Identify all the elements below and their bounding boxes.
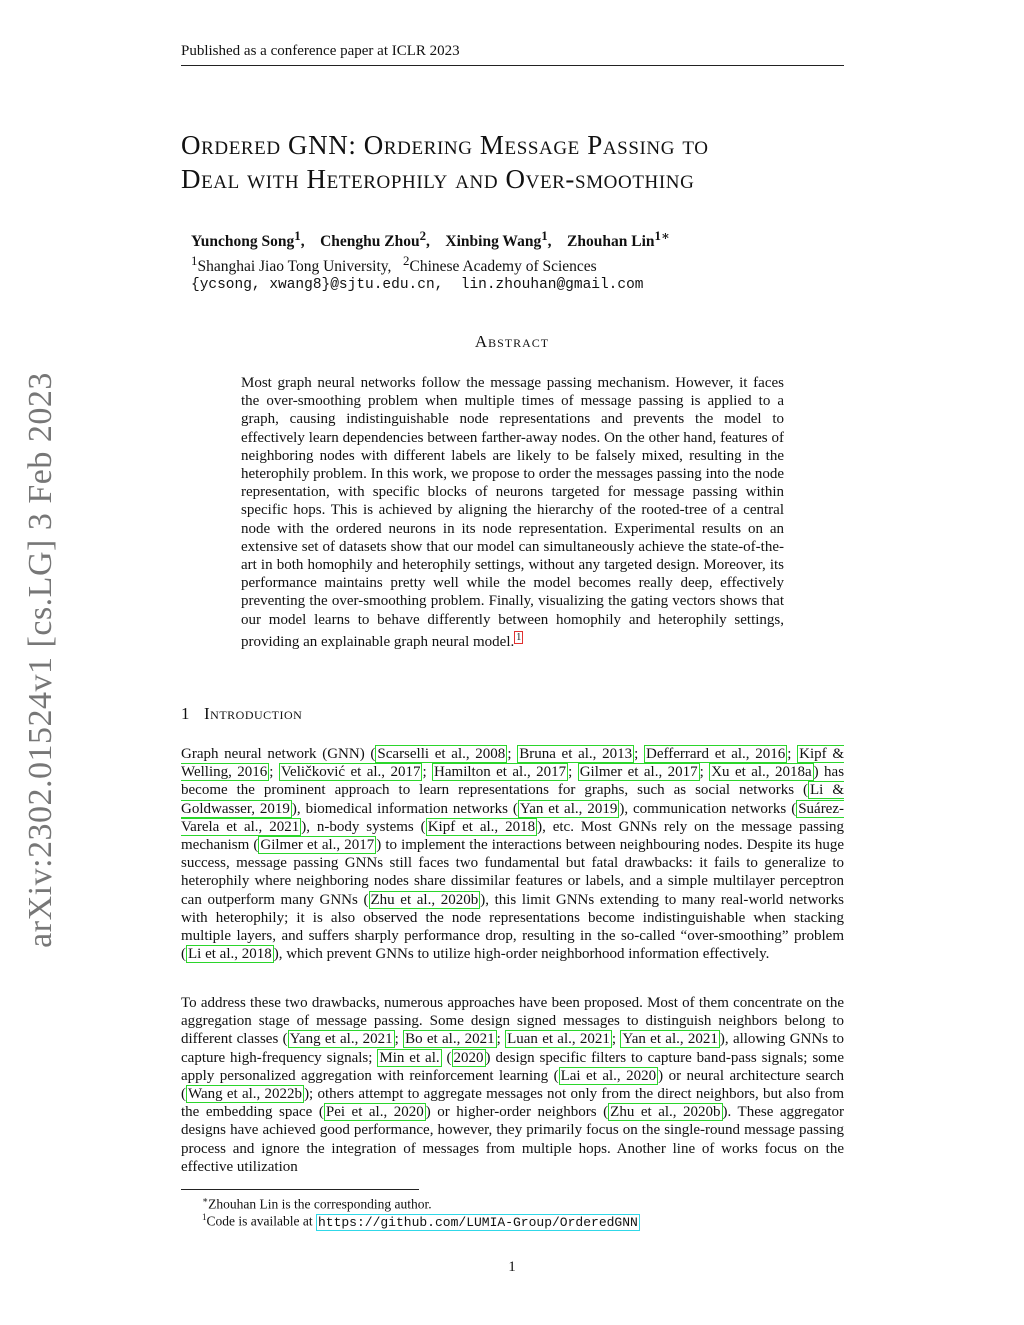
citation-link[interactable]: Hamilton et al., 2017 [434,764,567,781]
citation-link[interactable]: Min et al. [379,1049,440,1066]
citation-link[interactable]: 2020 [453,1049,484,1066]
citation-link[interactable]: Li et al., 2018 [188,946,272,963]
page-number: 1 [508,1259,516,1275]
email: {ycsong, xwang8}@sjtu.edu.cn, [191,277,444,294]
citation-link[interactable]: Li & Goldwasser, 2019 [181,782,844,817]
author-name: Xinbing Wang [445,233,542,251]
section-heading: 1 Introduction [181,704,303,723]
affiliation: Shanghai Jiao Tong University, [197,258,392,276]
author-emails [191,276,831,295]
citation-link[interactable]: Yan et al., 2021 [622,1031,718,1048]
citation-link[interactable]: Scarselli et al., 2008 [377,746,506,762]
citation-link[interactable]: Veličković et al., 2017 [280,764,421,781]
author-names: Yunchong Song$^1$, Chenghu Zhou$^2$, Xinbing Wang$^1$, Zhouhan Lin$^{1∗}$ [191,228,670,251]
citation-link[interactable]: Pei et al., 2020 [325,1104,424,1121]
arxiv-sidebar-stamp [16,365,66,955]
citation-link[interactable]: Zhu et al., 2020b [370,891,479,908]
citation-link[interactable]: Suárez-Varela et al., 2021 [181,800,844,835]
affiliation: Chinese Academy of Sciences [409,258,597,276]
citation-link[interactable]: Bruna et al., 2013 [519,746,633,762]
citation-link[interactable]: Yang et al., 2021 [289,1031,393,1048]
abstract-text: Most graph neural networks follow the message passing mechanism. However, it faces the over-smoothing problem when multiple times of message passing is applied to a graph, causing indistinguishable node representations and prevents the model to effectively learn dependencies between farther-away nodes. On the other hand, features of neighboring nodes with different labels are likely to be falsely mixed, resulting in the heterophily problem. In this work, we propose to order the messages passing into the node representation, with specific blocks of neurons targeted for message passing within specific hops. This is achieved by aligning the hierarchy of the rooted-tree of a central node with the ordered neurons in its node representation. Experimental results on an extensive set of datasets show that our model can simultaneously achieve the state-of-the-art in both homophily and heterophily settings, without any targeted design. Moreover, its performance maintains pretty well while the model becomes really deep, effectively preventing the over-smoothing problem. Finally, visualizing the gating vectors shows that our model learns to behave differently between homophily and heterophily settings, providing an explainable graph neural model. $^1$ [241,375,784,650]
citation-link[interactable]: Gilmer et al., 2017 [260,837,375,854]
title-line-1: Ordered GNN: Ordering Message Passing to [181,130,709,160]
paper-title [181,128,861,196]
title-line-2: Deal with Heterophily and Over-smoothing [181,164,695,194]
intro-paragraph-1: Graph neural network (GNN) ( Scarselli et al., 2008 ; Bruna et al., 2013 ; Defferrard et al., 2016 ; Kipf & Welling, 2016 ; Veličković et al., 2017 ; Hamilton et al., 2017 ; Gilmer et al., 2017 ; Xu et al., 2018a ) has become the prominent approach to learn representations for graphs, such as social networks ( Li & Goldwasser, 2019 ), biomedical information networks ( Yan et al., 2019 ), communication networks ( Suárez-Varela et al., 2021 ), n-body systems ( Kipf et al., 2018 ), etc. Most GNNs rely on the message passing mechanism ( Gilmer et al., 2017 ) to implement the interactions between neighbouring nodes. Despite its huge success, message passing GNNs still faces two fundamental but fatal drawbacks: it fails to generalize to heterophily where neighboring nodes share dissimilar features or labels, and a simple multilayer perceptron can outperform many GNNs ( Zhu et al., 2020b ), this limit GNNs extending to many real-world networks with heterophily; it is also observed the node representations become indistinguishable when stacking multiple layers, and suffers sharply performance drop, resulting in the so-called “over-smoothing” problem ( Li et al., 2018 ), which prevent GNNs to utilize high-order neighborhood information effectively. [181,746,845,963]
author-name: Zhouhan Lin [567,233,655,251]
affiliations: $^1$Shanghai Jiao Tong University, $^2$Chinese Academy of Sciences [191,253,597,276]
citation-link[interactable]: Bo et al., 2021 [405,1031,495,1048]
intro-paragraph-2: To address these two drawbacks, numerous approaches have been proposed. Most of them concentrate on the aggregation stage of message passing. Some design signed messages to distinguish neighbors belong to different classes ( Yang et al., 2021 ; Bo et al., 2021 ; Luan et al., 2021 ; Yan et al., 2021 ), allowing GNNs to capture high-frequency signals; Min et al. ( 2020 ) design specific filters to capture band-pass signals; some apply personalized aggregation with reinforcement learning ( Lai et al., 2020 ) or neural architecture search ( Wang et al., 2022b ); others attempt to aggregate messages not only from the direct neighbors, but also from the embedding space ( Pei et al., 2020 ) or higher-order neighbors ( Zhu et al., 2020b ). These aggregator designs have achieved good performance, however, they primarily focus on the single-round message passing process and ignore the integration of messages from multiple hops. Another line of works focus on the effective utilization [181,995,845,1175]
footnote-corresponding: ∗Zhouhan Lin is the corresponding author. [202,1195,432,1212]
abstract-heading: Abstract [474,332,550,351]
citation-link[interactable]: Luan et al., 2021 [507,1031,610,1048]
footnote-link[interactable]: 1 [516,631,522,643]
citation-link[interactable]: Kipf et al., 2018 [427,818,536,835]
footnote-code: $^1$Code is available at https://github.com/LUMIA-Group/OrderedGNN [202,1212,638,1230]
citation-link[interactable]: Kipf & Welling, 2016 [181,746,844,781]
footnote-divider [181,1189,419,1190]
citation-link[interactable]: Yan et al., 2019 [519,800,618,817]
citation-link[interactable]: Zhu et al., 2020b [610,1104,721,1121]
author-block [191,226,831,295]
citation-link[interactable]: Gilmer et al., 2017 [579,764,698,781]
author-name: Yunchong Song [191,233,295,251]
citation-link[interactable]: Lai et al., 2020 [560,1067,657,1084]
code-url-link[interactable]: https://github.com/LUMIA-Group/OrderedGNN [317,1214,638,1230]
citation-link[interactable]: Xu et al., 2018a [711,764,812,781]
citation-link[interactable]: Defferrard et al., 2016 [645,746,786,762]
email: lin.zhouhan@gmail.com [460,277,644,294]
author-name: Chenghu Zhou [320,233,420,251]
running-header: Published as a conference paper at ICLR 2023 [181,43,844,66]
citation-link[interactable]: Wang et al., 2022b [188,1086,303,1103]
arxiv-id: arXiv:2302.01524v1 [cs.LG] 3 Feb 2023 [22,372,59,948]
